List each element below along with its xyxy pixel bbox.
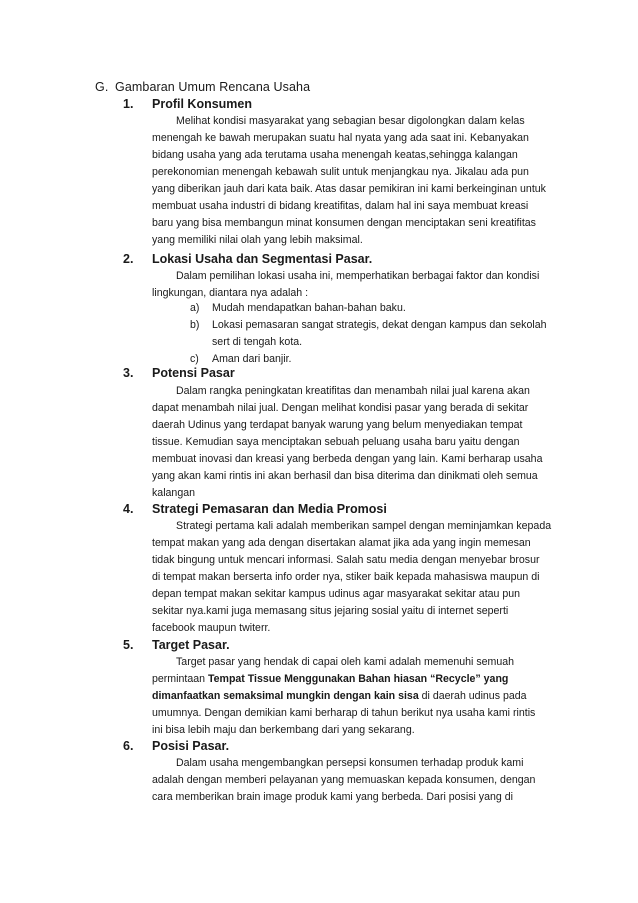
paragraph-line: Dalam pemilihan lokasi usaha ini, memperhatikan berbagai faktor dan kondisi	[176, 270, 540, 282]
list-item-text: Aman dari banjir.	[212, 353, 292, 365]
paragraph-line: Dalam usaha mengembangkan persepsi konsumen terhadap produk kami	[176, 757, 524, 769]
paragraph-line: adalah dengan memberi pelayanan yang memuaskan kepada konsumen, dengan	[152, 774, 536, 786]
heading-title: Gambaran Umum Rencana Usaha	[115, 80, 311, 94]
subsection-title-1: 1. Profil Konsumen	[123, 97, 253, 111]
paragraph-line: umumnya. Dengan demikian kami berharap di tahun berikut nya usaha kami rintis	[152, 707, 536, 719]
paragraph-line: membuat usaha industri di bidang kreatifitas, dalam hal ini saya membuat kreasi	[152, 200, 529, 212]
list-item-label: c)	[190, 353, 199, 365]
emphasis-text: dimanfaatkan semaksimal mungkin dengan kain sisa	[152, 690, 419, 702]
paragraph-line: Dalam rangka peningkatan kreatifitas dan menambah nilai jual karena akan	[176, 385, 530, 397]
section-heading	[95, 80, 310, 94]
paragraph-line: dimanfaatkan semaksimal mungkin dengan kain sisa di daerah udinus pada	[152, 690, 527, 702]
list-item-label: b)	[190, 319, 200, 331]
subsection-title-5: 5. Target Pasar.	[123, 638, 230, 652]
paragraph-line: kalangan	[152, 487, 196, 499]
emphasis-text: Tempat Tissue Menggunakan Bahan hiasan “Recycle” yang	[207, 673, 509, 685]
paragraph-line: tissue. Kemudian saya menciptakan sebuah peluang usaha baru yaitu dengan	[152, 436, 520, 448]
paragraph-line: yang diberikan jauh dari kata baik. Atas dasar pemikiran ini kami berkeinginan untuk	[152, 183, 546, 195]
paragraph-line: baru yang bisa membangun minat konsumen dengan menciptakan seni kreatifitas	[152, 217, 536, 229]
subsection-title-3: 3. Potensi Pasar	[123, 366, 235, 380]
paragraph-line: depan tempat makan sekitar kampus udinus agar masyarakat sekitar atau pun	[152, 588, 521, 600]
paragraph-line: sekitar nya.kami juga memasang situs jejaring sosial yaitu di internet seperti	[152, 605, 509, 617]
paragraph-line: yang akan kami rintis ini akan berhasil dan bisa diterima dan dinikmati oleh semua	[152, 470, 538, 482]
paragraph-line: permintaan Tempat Tissue Menggunakan Bahan hiasan “Recycle” yang	[152, 673, 509, 685]
list-item-text: sert di tengah kota.	[212, 336, 303, 348]
paragraph-line: dapat menambah nilai jual. Dengan melihat kondisi pasar yang berada di sekitar	[152, 402, 529, 414]
list-item-text: Mudah mendapatkan bahan-bahan baku.	[212, 302, 406, 314]
paragraph-line: daerah Udinus yang terdapat banyak warung yang belum menyediakan tempat	[152, 419, 523, 431]
paragraph-line: Strategi pertama kali adalah memberikan sampel dengan meminjamkan kepada	[176, 520, 552, 532]
subsection-title-6: 6. Posisi Pasar.	[123, 739, 230, 753]
paragraph-line: yang memiliki nilai olah yang lebih maksimal.	[152, 234, 363, 246]
paragraph-line: tempat makan yang ada dengan disertakan alamat jika ada yang ingin memesan	[152, 537, 531, 549]
paragraph-line: facebook maupun twiterr.	[152, 622, 271, 634]
paragraph-line: di tempat makan berserta info order nya, stiker baik kepada mahasiswa maupun di	[152, 571, 540, 583]
list-item-label: a)	[190, 302, 200, 314]
paragraph-line: membuat inovasi dan kreasi yang berbeda dengan yang lain. Kami berharap usaha	[152, 453, 543, 465]
paragraph-line: perekonomian menengah kebawah sulit untuk menjangkau nya. Jikalau ada pun	[152, 166, 529, 178]
paragraph-line: ini bisa lebih maju dan berkembang dari yang sekarang.	[152, 724, 415, 736]
paragraph-line: menengah ke bawah merupakan suatu hal nyata yang ada saat ini. Kebanyakan	[152, 132, 529, 144]
paragraph-line: bidang usaha yang ada terutama usaha menengah keatas,sehingga kalangan	[152, 149, 518, 161]
paragraph-line: tidak bingung untuk mencari informasi. Salah satu media dengan menyebar brosur	[152, 554, 540, 566]
heading-label: G.	[95, 80, 109, 94]
subsection-title-4: 4. Strategi Pemasaran dan Media Promosi	[123, 502, 387, 516]
paragraph-line: Melihat kondisi masyarakat yang sebagian besar digolongkan dalam kelas	[176, 115, 525, 127]
paragraph-line: lingkungan, diantara nya adalah :	[152, 287, 309, 299]
subsection-title-2: 2. Lokasi Usaha dan Segmentasi Pasar.	[123, 252, 373, 266]
list-item-text: Lokasi pemasaran sangat strategis, dekat dengan kampus dan sekolah	[212, 319, 547, 331]
paragraph-line: cara memberikan brain image produk kami yang berbeda. Dari posisi yang di	[152, 791, 513, 803]
paragraph-line: Target pasar yang hendak di capai oleh kami adalah memenuhi semuah	[176, 656, 515, 668]
